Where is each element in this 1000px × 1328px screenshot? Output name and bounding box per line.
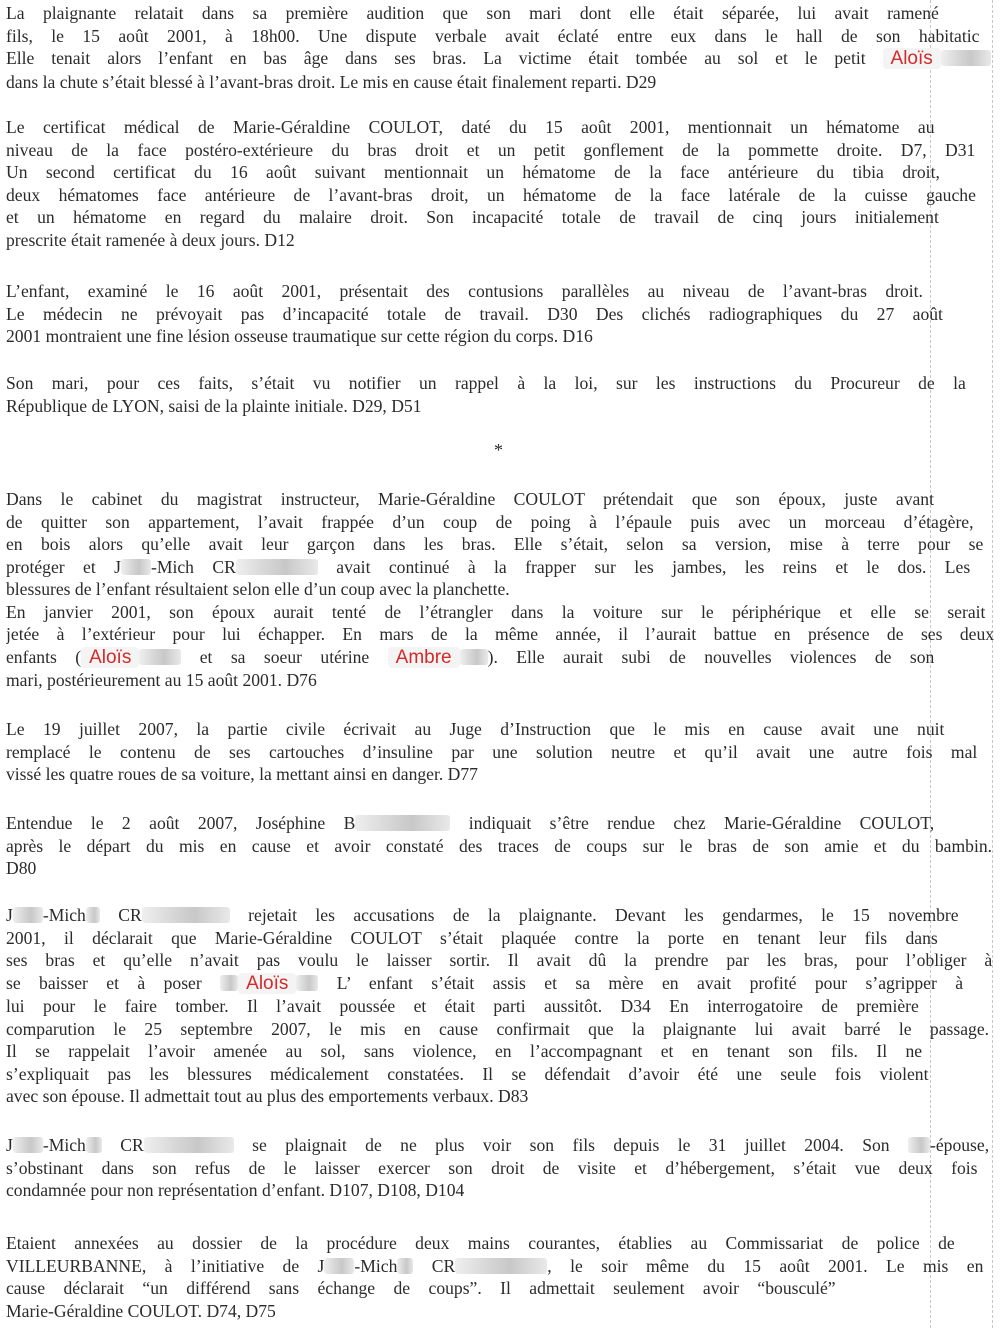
text-segment: Entendue le 2 août 2007, Joséphine B: [6, 813, 356, 833]
redaction-block: [13, 907, 43, 923]
text-line: Dans le cabinet du magistrat instructeur, Marie-Géraldine COULOT prétendait que son époux, juste avant: [6, 489, 934, 509]
text-segment: J: [6, 1135, 13, 1155]
text-line: s’obstinant dans son refus de le laisser exercer son droit de visite et d’hébergement, s’était vue deux fois: [6, 1157, 978, 1178]
text-line: niveau de la face postéro-extérieure du bras droit et un petit gonflement de la pommette droite. D7, D31: [6, 139, 976, 160]
text-line: Il se rappelait l’avoir amenée au sol, sans violence, en l’accompagnant et en tenant son fils. Il ne: [6, 1041, 923, 1061]
redaction-block: [908, 1137, 930, 1153]
redaction-block: [220, 975, 238, 991]
text-line: [6, 812, 994, 835]
text-line: 2001 montraient une fine lésion osseuse traumatique sur cette région du corps. D16: [6, 326, 593, 346]
text-line: Etaient annexées au dossier de la procédure deux mains courantes, établies au Commissariat de police de: [6, 1233, 955, 1253]
text-line: deux hématomes face antérieure de l’avant-bras droit, un hématome de la face latérale de la cuisse gauche: [6, 184, 976, 205]
pseudonym-label: Aloïs: [81, 647, 139, 668]
text-line: remplacé le contenu de ses cartouches d’insuline par une solution neutre et qu’il avait une autre fois mal: [6, 741, 978, 762]
redaction-block: [86, 1137, 102, 1153]
text-segment: CR: [120, 1135, 144, 1155]
text-line: D80: [6, 858, 37, 878]
text-line: Le médecin ne prévoyait pas d’incapacité totale de travail. D30 Des clichés radiographiques du 27 août: [6, 303, 943, 324]
paragraph-5: [6, 488, 994, 692]
text-line: blessures de l’enfant résultaient selon elle d’un coup avec la planchette.: [6, 579, 510, 599]
text-line: [6, 972, 994, 996]
text-line: Le certificat médical de Marie-Géraldine COULOT, daté du 15 août 2001, mentionnait un hématome au: [6, 117, 935, 137]
redaction-block: [941, 50, 991, 66]
paragraph-7: [6, 812, 994, 880]
text-line: jetée à l’extérieur pour lui échapper. En mars de la même année, il l’aurait battue en présence de ses deux: [6, 624, 994, 644]
text-segment: CR: [212, 556, 236, 577]
text-line: lui pour le faire tomber. Il l’avait poussée et était parti aussitôt. D34 En interrogatoire de première: [6, 996, 919, 1016]
redaction-block: [121, 559, 151, 575]
paragraph-3: [6, 280, 994, 348]
text-line: cause déclarait “un différend sans échange de coups”. Il admettait seulement avoir “bousculé”: [6, 1278, 836, 1298]
text-line: après le départ du mis en cause et avoir constaté des traces de coups sur le bras de son amie et du bambin.: [6, 835, 993, 856]
text-line: en bois alors qu’elle avait leur garçon dans les bras. Elle s’était, selon sa version, mise à terre pour se: [6, 534, 984, 554]
text-segment: protéger et J: [6, 556, 121, 577]
text-line: de quitter son appartement, l’avait frappée d’un coup de poing à l’épaule puis avec un morceau d’étagère,: [6, 511, 974, 532]
pseudonym-label: Ambre: [388, 647, 460, 668]
text-line: condamnée pour non représentation d’enfant. D107, D108, D104: [6, 1180, 465, 1200]
text-segment: -épouse,: [930, 1135, 990, 1155]
text-segment: CR: [118, 905, 142, 925]
text-segment: rejetait les accusations de la plaignante. Devant les gendarmes, le 15 novembre: [248, 905, 959, 925]
redaction-block: [397, 1258, 413, 1274]
text-segment: se baisser et à poser: [6, 972, 202, 993]
text-segment: -Mich: [354, 1255, 398, 1276]
text-line: prescrite était ramenée à deux jours. D12: [6, 229, 295, 250]
redaction-block: [324, 1258, 354, 1274]
section-separator: *: [494, 440, 503, 460]
text-segment: enfant s’était assis et sa mère en avait profité pour s’agripper à: [368, 972, 964, 993]
text-segment: CR: [431, 1255, 456, 1276]
paragraph-6: [6, 718, 994, 786]
paragraph-1: [6, 2, 994, 93]
text-line: vissé les quatre roues de sa voiture, la mettant ainsi en danger. D77: [6, 764, 478, 784]
text-segment: -Mich: [150, 556, 194, 577]
text-line: République de LYON, saisi de la plainte initiale. D29, D51: [6, 395, 422, 416]
redaction-block: [236, 559, 318, 575]
text-line: [6, 1255, 994, 1278]
text-line: Son mari, pour ces faits, s’était vu notifier un rappel à la loi, sur les instructions du Procureur de la: [6, 373, 966, 393]
redaction-block: [142, 907, 230, 923]
text-segment: avait continué à la frapper sur les jambes, les reins et le dos. Les: [336, 556, 971, 577]
paragraph-8: [6, 904, 994, 1108]
pseudonym-label: Aloïs: [883, 48, 941, 69]
text-segment: VILLEURBANNE, à l’initiative de J: [6, 1255, 325, 1276]
text-segment: -Mich: [42, 905, 86, 925]
text-line: mari, postérieurement au 15 août 2001. D76: [6, 670, 317, 690]
paragraph-2: [6, 116, 994, 251]
text-segment: enfants (: [6, 646, 82, 667]
redaction-block: [144, 1137, 234, 1153]
text-line: En janvier 2001, son époux aurait tenté de l’étrangler dans la voiture sur le périphérique et elle se serait: [6, 601, 986, 622]
text-line: La plaignante relatait dans sa première audition que son mari dont elle était séparée, lui avait ramené: [6, 3, 939, 23]
text-line: [6, 904, 994, 927]
paragraph-4: [6, 372, 994, 417]
text-line: [6, 556, 994, 579]
text-line: L’enfant, examiné le 16 août 2001, présentait des contusions parallèles au niveau de l’avant-bras droit.: [6, 281, 923, 301]
redaction-block: [296, 975, 318, 991]
redaction-block: [455, 1258, 547, 1274]
text-line: Le 19 juillet 2007, la partie civile écrivait au Juge d’Instruction que le mis en cause avait une nuit: [6, 719, 945, 739]
text-segment: J: [6, 905, 13, 925]
text-segment: indiquait s’être rendue chez Marie-Géraldine COULOT,: [468, 813, 935, 833]
text-segment: ). Elle aurait subi de nouvelles violences de son: [487, 646, 935, 667]
text-segment: -Mich: [42, 1135, 86, 1155]
pseudonym-label: Aloïs: [238, 973, 296, 994]
paragraph-10: [6, 1232, 994, 1322]
redaction-block: [86, 907, 100, 923]
text-line: [6, 47, 994, 71]
text-line: dans la chute s’était blessé à l’avant-bras droit. Le mis en cause était finalement reparti. D29: [6, 71, 657, 92]
text-line: [6, 646, 994, 670]
redaction-block: [355, 815, 450, 831]
text-line: Marie-Géraldine COULOT. D74, D75: [6, 1300, 276, 1321]
text-line: comparution le 25 septembre 2007, le mis en cause confirmait que la plaignante lui avait barré le passage.: [6, 1018, 990, 1039]
text-line: avec son épouse. Il admettait tout au plus des emportements verbaux. D83: [6, 1086, 529, 1106]
text-line: [6, 1134, 994, 1157]
redaction-block: [460, 649, 488, 665]
text-line: ses bras et qu’elle n’avait pas voulu le laisser sortir. Il avait dû la prendre par les bras, pour l’obliger à: [6, 950, 993, 970]
text-line: fils, le 15 août 2001, à 18h00. Une dispute verbale avait éclaté entre eux dans le hall de son habitatic: [6, 25, 980, 46]
text-segment: Elle tenait alors l’enfant en bas âge dans ses bras. La victime était tombée au sol et le petit: [6, 48, 866, 68]
redaction-block: [13, 1137, 43, 1153]
redaction-block: [139, 649, 181, 665]
paragraph-9: [6, 1134, 994, 1202]
text-segment: se plaignait de ne plus voir son fils depuis le 31 juillet 2004. Son: [252, 1135, 890, 1155]
text-line: 2001, il déclarait que Marie-Géraldine COULOT s’était plaquée contre la porte en tenant leur fils dans: [6, 927, 938, 948]
text-segment: et sa soeur utérine: [199, 646, 370, 667]
text-segment: L’: [336, 972, 351, 993]
text-line: s’expliquait pas les blessures médicalement constatées. Il se défendait d’avoir été une seule fois violent: [6, 1063, 929, 1084]
text-line: et un hématome en regard du malaire droit. Son incapacité totale de travail de cinq jours initialement: [6, 207, 939, 227]
text-segment: , le soir même du 15 août 2001. Le mis en: [547, 1255, 984, 1276]
text-line: Un second certificat du 16 août suivant mentionnait un hématome de la face antérieure du tibia droit,: [6, 162, 940, 182]
